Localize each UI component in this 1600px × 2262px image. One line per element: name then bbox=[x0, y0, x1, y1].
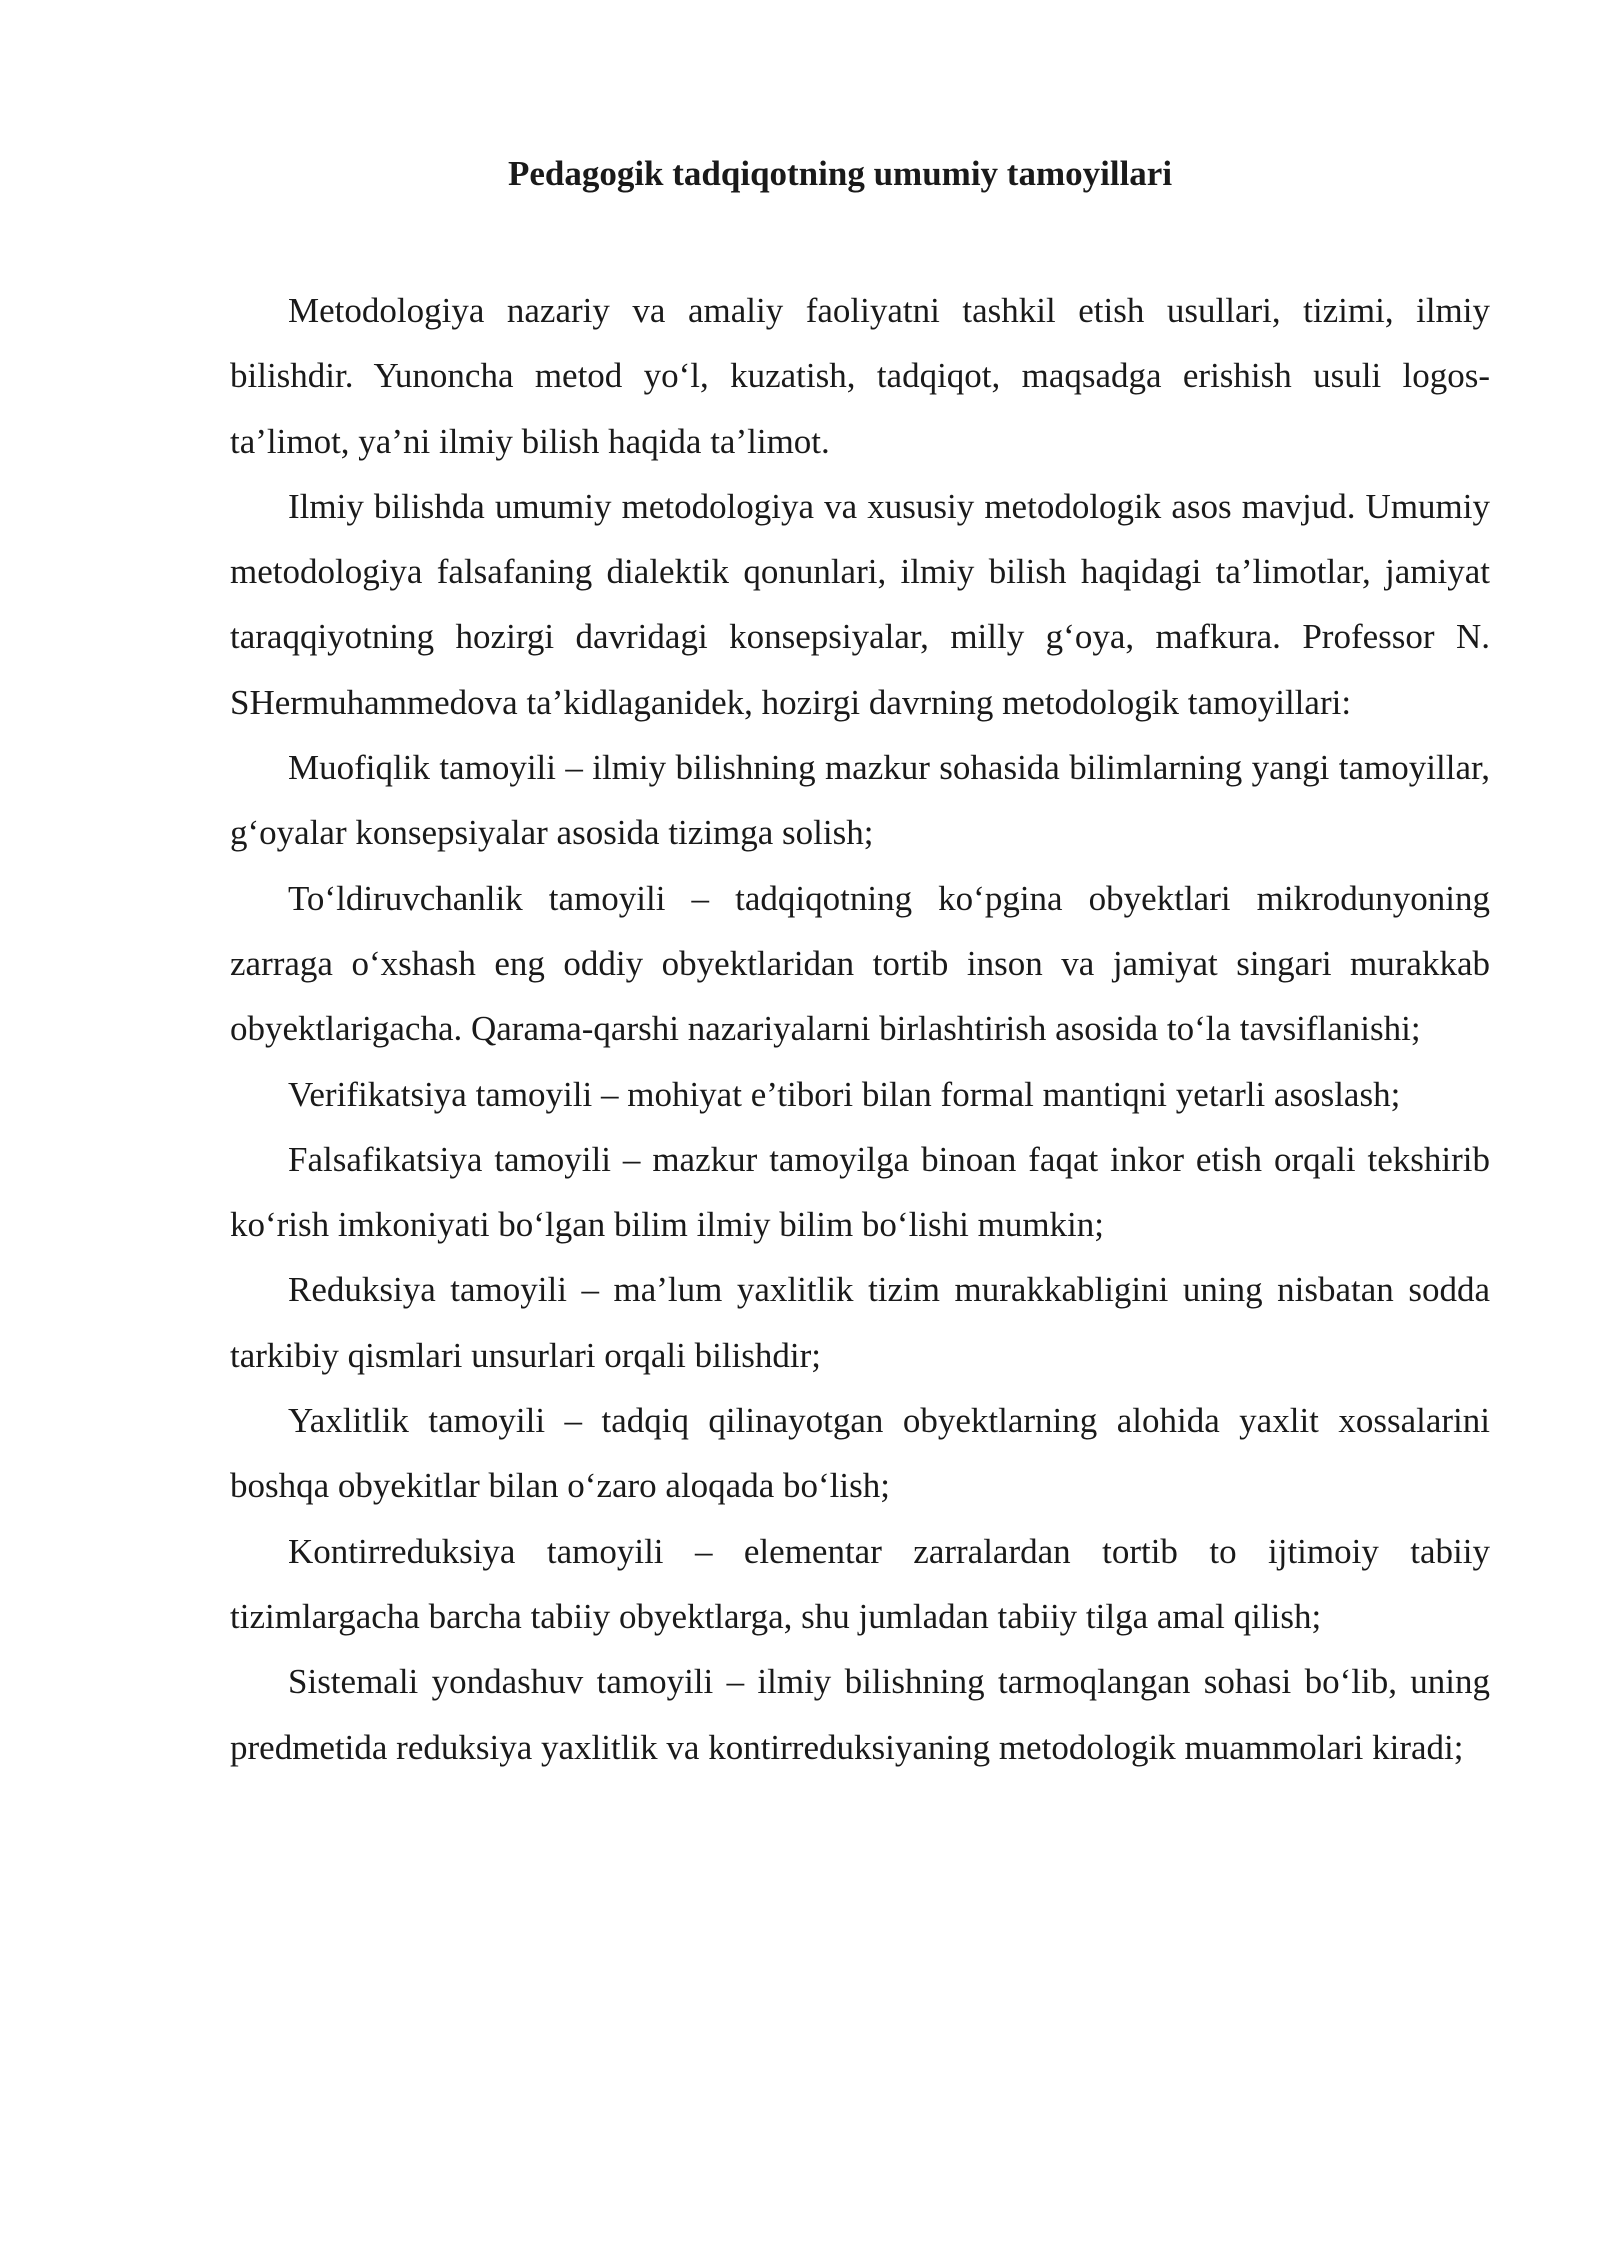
paragraph: Ilmiy bilishda umumiy metodologiya va xususiy metodologik asos mavjud. Umumiy metodologiya falsafaning dialektik qonunlari, ilmiy bilish haqidagi ta’limotlar, jamiyat taraqqiyotning hozirgi davridagi konsepsiyalar, milly g‘oya, mafkura. Professor N. SHermuhammedova ta’kidlaganidek, hozirgi davrning metodologik tamoyillari: bbox=[230, 486, 1490, 722]
paragraph: Falsafikatsiya tamoyili – mazkur tamoyilga binoan faqat inkor etish orqali tekshirib ko‘rish imkoniyati bo‘lgan bilim ilmiy bilim bo‘lishi mumkin; bbox=[230, 1139, 1490, 1245]
paragraph: Kontirreduksiya tamoyili – elementar zarralardan tortib to ijtimoiy tabiiy tizimlargacha barcha tabiiy obyektlarga, shu jumladan tabiiy tilga amal qilish; bbox=[230, 1531, 1490, 1636]
paragraph: Verifikatsiya tamoyili – mohiyat e’tibori bilan formal mantiqni yetarli asoslash; bbox=[288, 1074, 1401, 1114]
paragraph: Sistemali yondashuv tamoyili – ilmiy bilishning tarmoqlangan sohasi bo‘lib, uning predmetida reduksiya yaxlitlik va kontirreduksiyaning metodologik muammolari kiradi; bbox=[230, 1662, 1490, 1767]
paragraph: Reduksiya tamoyili – ma’lum yaxlitlik tizim murakkabligini uning nisbatan sodda tarkibiy qismlari unsurlari orqali bilishdir; bbox=[230, 1270, 1490, 1375]
paragraph: Yaxlitlik tamoyili – tadqiq qilinayotgan obyektlarning alohida yaxlit xossalarini boshqa obyekitlar bilan o‘zaro aloqada bo‘lish; bbox=[230, 1401, 1490, 1506]
paragraph: To‘ldiruvchanlik tamoyili – tadqiqotning ko‘pgina obyektlari mikrodunyoning zarraga o‘xshash eng oddiy obyektlaridan tortib inson va jamiyat singari murakkab obyektlarigacha. Qarama-qarshi nazariyalarni birlashtirish asosida to‘la tavsiflanishi; bbox=[230, 878, 1490, 1049]
document-body bbox=[230, 278, 1490, 1780]
paragraph: Metodologiya nazariy va amaliy faoliyatni tashkil etish usullari, tizimi, ilmiy bilishdir. Yunoncha metod yo‘l, kuzatish, tadqiqot, maqsadga erishish usuli logos-ta’limot, ya’ni ilmiy bilish haqida ta’limot. bbox=[230, 291, 1490, 461]
paragraph: Muofiqlik tamoyili – ilmiy bilishning mazkur sohasida bilimlarning yangi tamoyillar, g‘oyalar konsepsiyalar asosida tizimga solish; bbox=[230, 748, 1490, 853]
page-title: Pedagogik tadqiqotning umumiy tamoyillari bbox=[507, 154, 1173, 193]
